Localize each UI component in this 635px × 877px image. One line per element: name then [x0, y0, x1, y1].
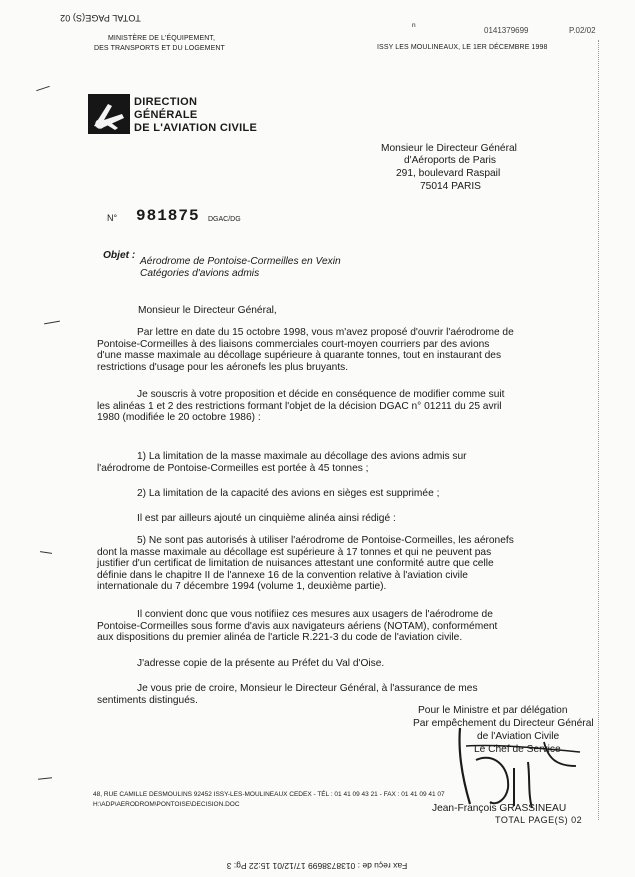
paragraph-2: [97, 389, 575, 424]
paragraph-6-line: définie dans le chapitre II de l'annexe 16 de la convention relative à l'aviation civile: [97, 569, 468, 581]
logo-line-3: DE L'AVIATION CIVILE: [134, 122, 258, 134]
paragraph-1: [97, 327, 575, 373]
subject-label: Objet :: [103, 250, 136, 261]
paragraph-6-line: internationale du 7 décembre 1994 (volume 1, deuxième partie).: [97, 581, 387, 593]
paragraph-3: [97, 451, 575, 474]
footer-address: 48, RUE CAMILLE DESMOULINS 92452 ISSY-LES-MOULINEAUX CEDEX - TÉL : 01 41 09 43 21 - FAX : 01 41 09 41 07: [93, 791, 445, 798]
paragraph-9-line: sentiments distingués.: [97, 694, 198, 706]
fax-header-mirrored: TOTAL PAGE(S) 02: [60, 13, 141, 23]
ministry-line-2: DES TRANSPORTS ET DU LOGEMENT: [94, 45, 225, 52]
signature-line-4: Le Chef de Service: [474, 744, 561, 755]
recipient-line-2: d'Aéroports de Paris: [404, 155, 496, 166]
recipient-line-4: 75014 PARIS: [420, 181, 481, 192]
handwritten-signature-icon: [448, 722, 598, 814]
dgac-logo-icon: [88, 94, 130, 134]
scan-mark: [36, 86, 50, 91]
scan-edge-dots: [598, 40, 605, 820]
fax-total-pages: TOTAL PAGE(S) 02: [495, 815, 583, 825]
recipient-line-3: 291, boulevard Raspail: [396, 168, 501, 179]
subject-line-1: Aérodrome de Pontoise-Cormeilles en Vexin: [140, 256, 341, 267]
paragraph-9-line: Je vous prie de croire, Monsieur le Directeur Général, à l'assurance de mes: [137, 683, 478, 694]
paragraph-5: Il est par ailleurs ajouté un cinquième alinéa ainsi rédigé :: [137, 513, 396, 524]
place-date: ISSY LES MOULINEAUX, LE 1ER DÉCEMBRE 1998: [377, 44, 548, 51]
signature-line-1: Pour le Ministre et par délégation: [418, 705, 568, 716]
paragraph-1-line: Pontoise-Cormeilles à des liaisons commerciales court-moyen courriers par des avions: [97, 338, 490, 350]
paragraph-6: [97, 535, 575, 593]
signature-line-3: de l'Aviation Civile: [477, 731, 560, 742]
paragraph-1-line: restrictions d'usage pour les aéronefs les plus bruyants.: [97, 361, 349, 373]
paragraph-2-line: 1980 (modifiée le 20 octobre 1986) :: [97, 412, 261, 424]
paragraph-7: [97, 609, 575, 644]
scan-mark: [44, 321, 60, 325]
fax-page-count: P.02/02: [569, 26, 596, 35]
reference-number: 981875: [136, 207, 200, 225]
paragraph-1-line: d'une masse maximale au décollage supérieure à quarante tonnes, tout en instaurant des: [97, 350, 502, 362]
paragraph-4: 2) La limitation de la capacité des avions en sièges est supprimée ;: [137, 488, 440, 499]
recipient-line-1: Monsieur le Directeur Général: [381, 143, 517, 154]
ministry-line-1: MINISTÈRE DE L'ÉQUIPEMENT,: [108, 35, 216, 42]
logo-line-1: DIRECTION: [134, 96, 198, 108]
paragraph-7-line: aux dispositions du premier alinéa de l'article R.221-3 du code de l'aviation civile.: [97, 632, 463, 644]
fax-number: 0141379699: [484, 26, 529, 35]
fax-small-mark: n: [412, 22, 416, 29]
salutation: Monsieur le Directeur Général,: [138, 305, 277, 316]
reference-suffix: DGAC/DG: [208, 216, 241, 223]
scan-mark: [38, 777, 52, 779]
paragraph-8: J'adresse copie de la présente au Préfet du Val d'Oise.: [137, 658, 385, 669]
subject-line-2: Catégories d'avions admis: [140, 268, 260, 279]
paragraph-9: [97, 683, 575, 706]
paragraph-2-line: Je souscris à votre proposition et décide en conséquence de modifier comme suit: [137, 389, 505, 400]
paragraph-2-line: les alinéas 1 et 2 des restrictions formant l'objet de la décision DGAC n° 01211 du 25 avril: [97, 400, 502, 412]
paragraph-7-line: Pontoise-Cormeilles sous forme d'avis aux navigateurs aériens (NOTAM), conformément: [97, 620, 498, 632]
paragraph-6-line: justifier d'un certificat de limitation de nuisances attestant une conformité autre que celle: [97, 558, 494, 570]
paragraph-3-line: 1) La limitation de la masse maximale au décollage des avions admis sur: [137, 451, 467, 462]
logo-line-2: GÉNÉRALE: [134, 109, 198, 121]
fax-receipt-mirrored: Fax reçu de : 0138738699 17/12/01 15:22 Pg: 3: [226, 861, 408, 871]
paragraph-1-line: Par lettre en date du 15 octobre 1998, vous m'avez proposé d'ouvrir l'aérodrome de: [137, 327, 514, 338]
paragraph-6-line: 5) Ne sont pas autorisés à utiliser l'aérodrome de Pontoise-Cormeilles, les aéronefs: [137, 535, 514, 546]
signature-line-2: Par empêchement du Directeur Général: [413, 718, 594, 729]
paragraph-7-line: Il convient donc que vous notifiiez ces mesures aux usagers de l'aérodrome de: [137, 609, 493, 620]
paragraph-3-line: l'aérodrome de Pontoise-Cormeilles est portée à 45 tonnes ;: [97, 462, 369, 474]
footer-file-path: H:\ADP\AERODROM\PONTOISE\DECISION.DOC: [93, 801, 240, 808]
reference-prefix: N°: [107, 213, 118, 223]
paragraph-6-line: dont la masse maximale au décollage est supérieure à 17 tonnes et qui ne peuvent pas: [97, 546, 492, 558]
signatory-name: Jean-François GRASSINEAU: [432, 803, 567, 814]
scan-mark: [40, 551, 52, 554]
